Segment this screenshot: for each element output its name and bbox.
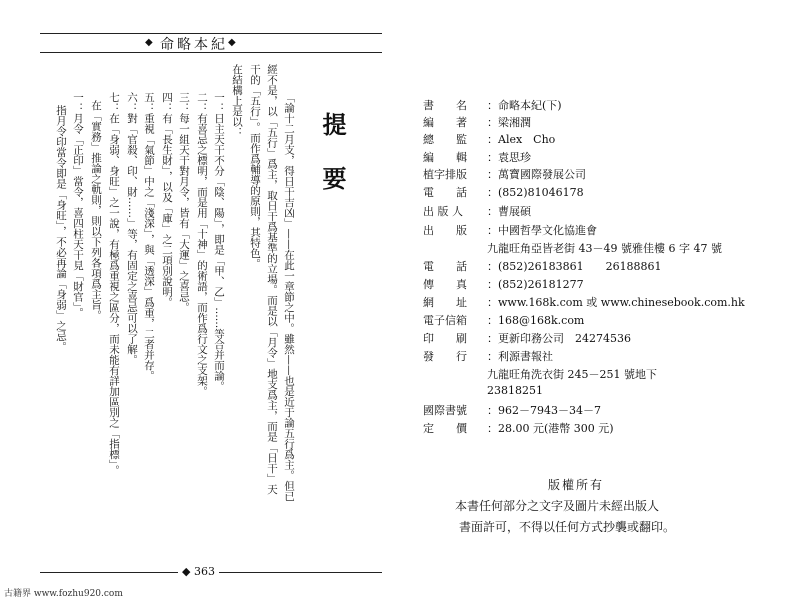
- info-row: 電 話 ：(852)26183861 26188861: [423, 260, 662, 273]
- page-number: ◆ 363: [178, 565, 219, 578]
- info-row: 九龍旺角洗衣街 245－251 號地下: [487, 368, 657, 381]
- body-column: 在「實務」推論之軌則，則以下列各項爲主旨。: [90, 100, 102, 321]
- body-column: 干的「五行」。而作爲輔導的原則，其特色。: [249, 64, 261, 269]
- body-column: 指月令印當令即是「身旺」，不必再論「身弱」之忌。: [55, 105, 67, 352]
- copyright-line: 書面許可，不得以任何方式抄襲或翻印。: [459, 520, 676, 534]
- info-row: 網 址 ：www.168k.com 或 www.chinesebook.com.hk: [423, 296, 745, 309]
- info-row: 出 版 ：中國哲學文化協進會: [423, 224, 597, 237]
- info-row: 國際書號 ：962－7943－34－7: [423, 404, 601, 417]
- diamond-ornament: ◆: [182, 565, 191, 578]
- info-row: 九龍旺角亞皆老街 43－49 號雅佳樓 6 字 47 號: [487, 242, 722, 255]
- running-header-title: 命略本紀: [160, 37, 228, 53]
- info-row: 傳 真 ：(852)26181277: [423, 278, 584, 291]
- copyright-title: 版權所有: [548, 478, 605, 492]
- body-column: 二：有喜忌之標明，而是用「十神」的術語，而作爲行文之支架。: [196, 92, 208, 397]
- info-row: 23818251: [487, 384, 543, 397]
- site-watermark: 古籍界 www.fozhu920.com: [4, 589, 123, 599]
- info-row: 電子信箱 ：168@168k.com: [423, 314, 585, 327]
- body-column: 經不是，以「五行」爲主，取日干爲基準的立場。而是以「月令」地支爲主，而是「日干」天: [266, 64, 278, 495]
- body-column: 三：每一組天干對月令，皆有「大運」之喜忌。: [178, 92, 190, 313]
- body-column: 七：在「身弱、身旺」之一說，有極爲重視之區分，而未能有詳加區別之「指標」。: [108, 92, 120, 476]
- info-row: 編 著 ：梁湘潤: [423, 116, 531, 129]
- body-column: 一：日主天干不分「陰、陽」，即是「甲、乙」……等合并而論。: [213, 92, 225, 392]
- info-row: 定 價 ：28.00 元(港幣 300 元): [423, 422, 614, 435]
- info-row: 發 行 ：利源書報社: [423, 350, 553, 363]
- info-row: 印 刷 ：更新印務公司 24274536: [423, 332, 631, 345]
- section-heading: 提要: [318, 112, 347, 220]
- info-row: 總 監 ：Alex Cho: [423, 133, 556, 146]
- body-column: 六：對「官殺、印、財……」等，有固定之喜忌可以了解。: [126, 92, 138, 365]
- copyright-line: 本書任何部分之文字及圖片未經出版人: [455, 499, 660, 513]
- info-row: 編 輯 ：袁思珍: [423, 151, 531, 164]
- body-column: 一：月令「正印」當令，喜四柱天干見「財官」。: [72, 92, 84, 318]
- info-row: 植字排版 ：萬寶國際發展公司: [423, 168, 586, 181]
- body-column: 「論十二月支，得日干吉凶」——在此一章節之中。雖然——也是近于論五行爲主。但已: [283, 92, 295, 502]
- info-row: 出 版 人 ：曹展碩: [423, 205, 531, 218]
- body-column: 五：重視「氣節」中之「淺深」，與「透深」爲重，二者并存。: [143, 92, 155, 381]
- body-column: 四：有「長生財」，以及「庫」之二項別說明。: [161, 92, 173, 308]
- info-row: 電 話 ：(852)81046178: [423, 186, 584, 199]
- diamond-ornament-right: ◆: [228, 37, 236, 48]
- body-column: 在結構上是以：: [231, 64, 243, 138]
- info-row: 書 名 ：命略本紀(下): [423, 99, 562, 112]
- diamond-ornament-left: ◆: [145, 37, 153, 48]
